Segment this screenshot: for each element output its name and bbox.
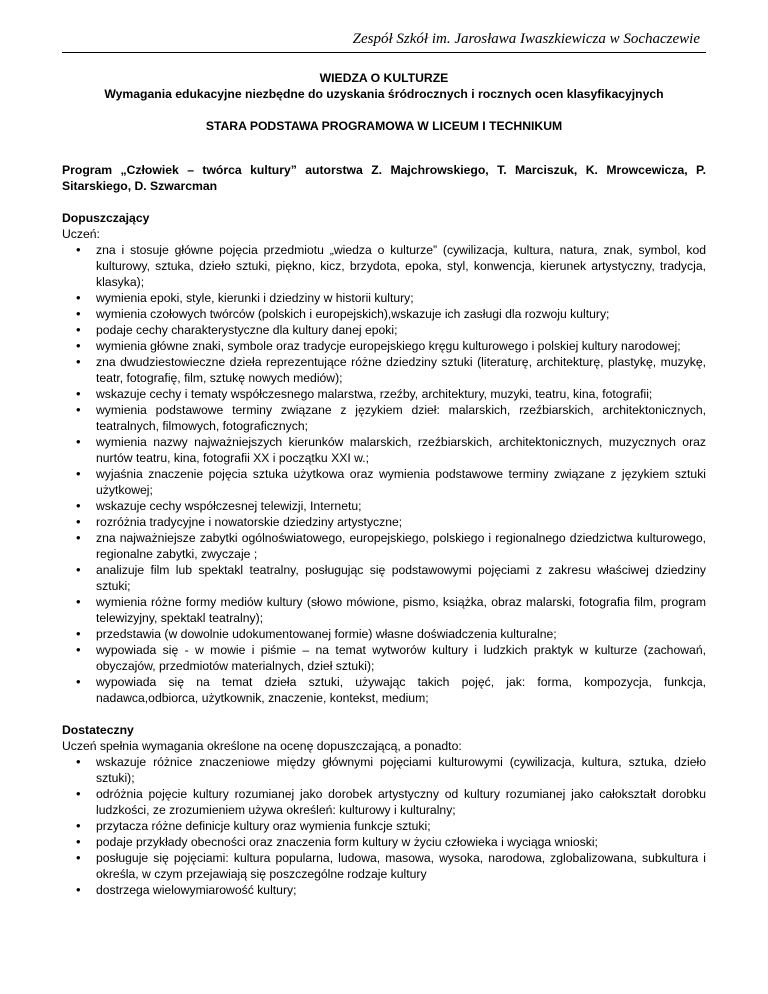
list-item: • wymienia nazwy najważniejszych kierunków malarskich, rzeźbiarskich, architektonicznych, muzycznych oraz nurtów teatru, kina, fotografii XX i początku XXI w.; [62,434,706,466]
grade-sections [62,210,706,898]
document-body [62,70,706,898]
list-item: • wskazuje różnice znaczeniowe między głównymi pojęciami kulturowymi (cywilizacja, kultura, sztuka, dzieło sztuki); [62,754,706,786]
list-item: • odróżnia pojęcie kultury rozumianej jako dorobek artystyczny od kultury rozumianej jako całokształt dorobku ludzkości, ze zrozumieniem używa określeń: kulturowy i kulturalny; [62,786,706,818]
list-item: • wymienia różne formy mediów kultury (słowo mówione, pismo, książka, obraz malarski, fotografia film, program telewizyjny, spektakl teatralny); [62,594,706,626]
requirements-list [62,242,706,706]
list-item: • wskazuje cechy współczesnej telewizji, Internetu; [62,498,706,514]
list-item: • wypowiada się - w mowie i piśmie – na temat wytworów kultury i ludzkich praktyk w kulturze (zachowań, obyczajów, przedmiotów materialnych, dzieł sztuki); [62,642,706,674]
section-title: Dopuszczający [62,211,150,225]
school-header: Zespół Szkół im. Jarosława Iwaszkiewicza w Sochaczewie [352,31,700,47]
list-item: • wypowiada się na temat dzieła sztuki, używając takich pojęć, jak: forma, kompozycja, funkcja, nadawca,odbiorca, użytkownik, znaczenie, kontekst, medium; [62,674,706,706]
list-item: • podaje cechy charakterystyczne dla kultury danej epoki; [62,322,706,338]
list-item: • przedstawia (w dowolnie udokumentowanej formie) własne doświadczenia kulturalne; [62,626,706,642]
subject-title: WIEDZA O KULTURZE [319,71,449,85]
curriculum-title: STARA PODSTAWA PROGRAMOWA W LICEUM I TECHNIKUM [205,119,563,133]
list-item: • wymienia czołowych twórców (polskich i europejskich),wskazuje ich zasługi dla rozwoju kultury; [62,306,706,322]
list-item: • zna dwudziestowieczne dzieła reprezentujące różne dziedziny sztuki (literaturę, architekturę, plastykę, muzykę, teatr, fotografię, film, sztukę nowych mediów); [62,354,706,386]
list-item: • podaje przykłady obecności oraz znaczenia form kultury w życiu człowieka i wyciąga wnioski; [62,834,706,850]
section-intro: Uczeń: [62,227,100,241]
list-item: • zna i stosuje główne pojęcia przedmiotu „wiedza o kulturze” (cywilizacja, kultura, natura, znak, symbol, kod kulturowy, sztuka, dzieło sztuki, piękno, kicz, brzydota, epoka, styl, konwencja, kierunek artystyczny, tradycja, klasyka); [62,242,706,290]
list-item: • rozróżnia tradycyjne i nowatorskie dziedziny artystyczne; [62,514,706,530]
requirements-list [62,754,706,898]
list-item: • posługuje się pojęciami: kultura popularna, ludowa, masowa, wysoka, narodowa, zglobalizowana, subkultura i określa, w czym przejawiają się poszczególne rodzaje kultury [62,850,706,882]
subtitle: Wymagania edukacyjne niezbędne do uzyskania śródrocznych i rocznych ocen klasyfikacyjnych [104,87,664,101]
list-item: • zna najważniejsze zabytki ogólnoświatowego, europejskiego, polskiego i regionalnego dziedzictwa kulturowego, regionalne zabytki, zwyczaje ; [62,530,706,562]
list-item: • wymienia epoki, style, kierunki i dziedziny w historii kultury; [62,290,706,306]
list-item: • wskazuje cechy i tematy współczesnego malarstwa, rzeźby, architektury, muzyki, teatru, kina, fotografii; [62,386,706,402]
list-item: • wymienia podstawowe terminy związane z językiem dzieł: malarskich, rzeźbiarskich, architektonicznych, teatralnych, filmowych, fotograficznych; [62,402,706,434]
list-item: • wymienia główne znaki, symbole oraz tradycje europejskiego kręgu kulturowego i polskiej kultury narodowej; [62,338,706,354]
program-info: Program „Człowiek – twórca kultury” autorstwa Z. Majchrowskiego, T. Marciszuk, K. Mrowcewicza, P. Sitarskiego, D. Szwarcman [62,163,706,193]
list-item: • analizuje film lub spektakl teatralny, posługując się podstawowymi pojęciami z zakresu właściwej dziedziny sztuki; [62,562,706,594]
list-item: • dostrzega wielowymiarowość kultury; [62,882,706,898]
section-title: Dostateczny [62,723,134,737]
list-item: • wyjaśnia znaczenie pojęcia sztuka użytkowa oraz wymienia podstawowe terminy związane z językiem sztuki użytkowej; [62,466,706,498]
section-intro: Uczeń spełnia wymagania określone na ocenę dopuszczającą, a ponadto: [62,739,462,753]
header-divider [62,52,706,53]
list-item: • przytacza różne definicje kultury oraz wymienia funkcje sztuki; [62,818,706,834]
